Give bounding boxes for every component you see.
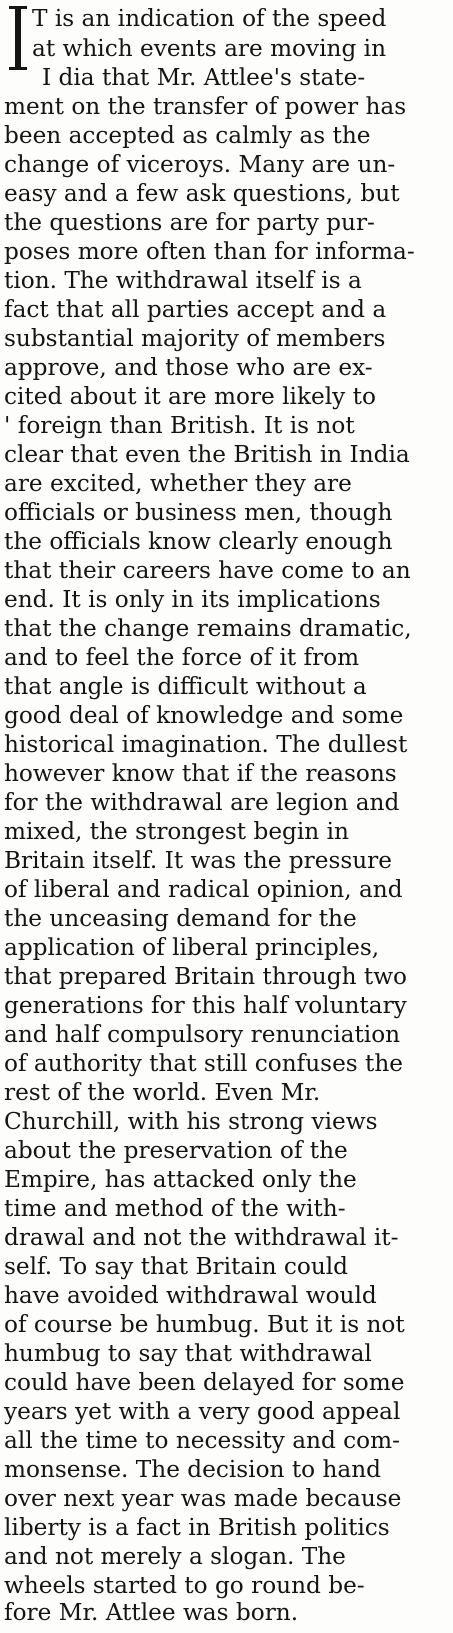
article-line: that prepared Britain through two — [4, 963, 408, 990]
article-line: generations for this half voluntary — [4, 992, 407, 1019]
article-line: about the preservation of the — [4, 1137, 348, 1164]
article-line: fact that all parties accept and a — [4, 296, 387, 323]
article-line: Britain itself. It was the pressure — [4, 847, 392, 874]
article-line: clear that even the British in India — [4, 441, 410, 468]
article-line: humbug to say that withdrawal — [4, 1340, 372, 1367]
article-line: monsense. The decision to hand — [4, 1456, 382, 1483]
article-line: Churchill, with his strong views — [4, 1108, 378, 1135]
article-line: however know that if the reasons — [4, 760, 397, 787]
article-line: officials or business men, though — [4, 499, 393, 526]
article-line: mixed, the strongest begin in — [4, 818, 349, 845]
article-line: that their careers have come to an — [4, 557, 411, 584]
article-line: drawal and not the withdrawal it- — [4, 1224, 399, 1251]
article-line: that the change remains dramatic, — [4, 615, 412, 642]
article-line: all the time to necessity and com- — [4, 1427, 400, 1454]
article-line: self. To say that Britain could — [4, 1253, 349, 1280]
article-line: Empire, has attacked only the — [4, 1166, 357, 1193]
article-line: tion. The withdrawal itself is a — [4, 267, 362, 294]
article-line: rest of the world. Even Mr. — [4, 1079, 321, 1106]
article-line: are excited, whether they are — [4, 470, 352, 497]
article-line: application of liberal principles, — [4, 934, 380, 961]
article-line: ment on the transfer of power has — [4, 93, 407, 120]
article-line: approve, and those who are ex- — [4, 354, 373, 381]
article-line: and to feel the force of it from — [4, 644, 360, 671]
article-line: at which events are moving in — [32, 35, 387, 62]
article-line: over next year was made because — [4, 1485, 402, 1512]
article-line: fore Mr. Attlee was born. — [4, 1599, 299, 1626]
article-line: the officials know clearly enough — [4, 528, 393, 555]
article-column — [4, 2, 440, 1628]
article-line: poses more often than for informa- — [4, 238, 415, 265]
article-line: years yet with a very good appeal — [4, 1398, 401, 1425]
article-line: cited about it are more likely to — [4, 383, 376, 410]
article-line: easy and a few ask questions, but — [4, 180, 400, 207]
article-line: ' foreign than British. It is not — [4, 412, 355, 439]
article-line: and not merely a slogan. The — [4, 1543, 346, 1570]
article-line: historical imagination. The dullest — [4, 731, 408, 758]
article-line: T is an indication of the speed — [32, 5, 387, 32]
article-line: for the withdrawal are legion and — [4, 789, 400, 816]
drop-cap — [9, 6, 27, 70]
article-line: of liberal and radical opinion, and — [4, 876, 403, 903]
article-line: the questions are for party pur- — [4, 209, 375, 236]
article-line: wheels started to go round be- — [4, 1572, 365, 1599]
article-line: substantial majority of members — [4, 325, 386, 352]
article-line: I dia that Mr. Attlee's state- — [42, 64, 366, 91]
article-line: time and method of the with- — [4, 1195, 346, 1222]
article-line: of course be humbug. But it is not — [4, 1311, 405, 1338]
article-line: good deal of knowledge and some — [4, 702, 404, 729]
article-line: end. It is only in its implications — [4, 586, 381, 613]
article-line: and half compulsory renunciation — [4, 1021, 401, 1048]
article-line: of authority that still confuses the — [4, 1050, 404, 1077]
article-line: could have been delayed for some — [4, 1369, 405, 1396]
article-line: the unceasing demand for the — [4, 905, 357, 932]
article-line: have avoided withdrawal would — [4, 1282, 377, 1309]
article-line: that angle is difficult without a — [4, 673, 367, 700]
article-line: change of viceroys. Many are un- — [4, 151, 396, 178]
drop-cap-glyph — [9, 6, 27, 70]
article-line: been accepted as calmly as the — [4, 122, 371, 149]
article-line: liberty is a fact in British politics — [4, 1514, 390, 1541]
